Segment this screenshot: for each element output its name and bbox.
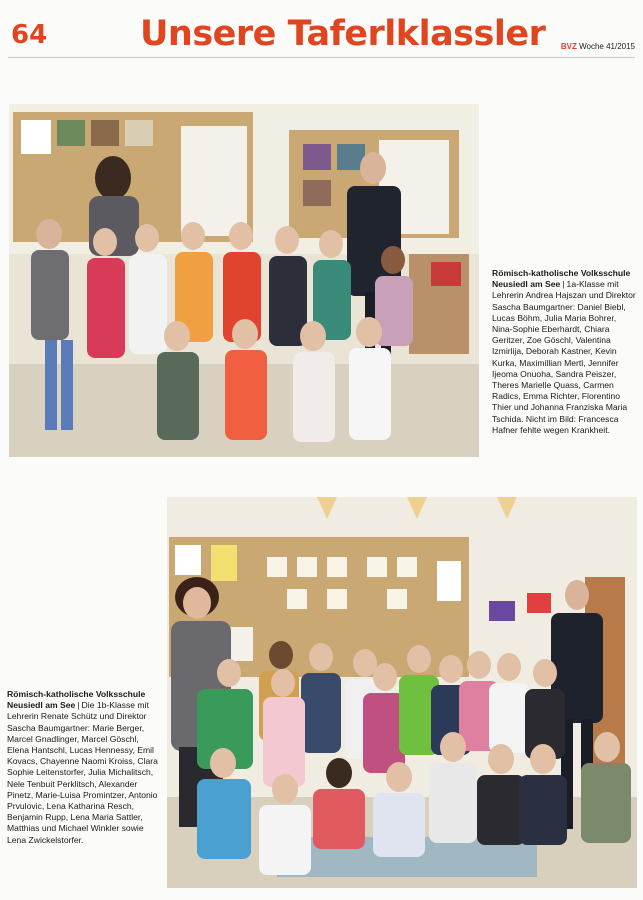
class-photo-1a <box>9 104 479 457</box>
issue-week: Woche 41/2015 <box>579 42 635 51</box>
header-divider <box>8 57 635 58</box>
caption-separator: | <box>562 279 565 290</box>
caption-class-1b <box>7 689 159 846</box>
class-photo-1b-illustration <box>167 497 637 888</box>
caption-school-name: Römisch-katholische Volksschule Neusiedl am See <box>492 268 631 290</box>
caption-text: Die 1b-Klasse mit Lehrerin Renate Schütz und Direktor Sascha Baumgartner: Marie Berger, Marcel Gnadlinger, Marcel Göschl, Elena Hantschl, Lucas Hennessy, Emil Kovacs, Chayenne Naomi Kroiss, Clara Sophie Leitenstorfer, Julia Michalitsch, Nele Tenbuit Perklitsch, Alexander Pinetz, Marie-Luisa Promintzer, Antonio Prvulovic, Lena Katharina Resch, Benjamin Rupp, Lena Maria Sattler, Matthias und Michael Winkler sowie Lena Zwickelstorfer. <box>7 700 158 845</box>
caption-text: 1a-Klasse mit Lehrerin Andrea Hajszan und Direktor Sascha Baumgartner: Daniel Biebl, Lucas Böhm, Julia Maria Bohrer, Nina-Sophie Eberhardt, Chiara Geritzer, Zoe Göschl, Valentina Izmirlija, Deborah Kastner, Kevin Kurka, Maximillian Mertl, Jennifer Ijeoma Onuoha, Sandra Peiszer, Theres Marielle Quass, Carmen Radics, Emma Richter, Florentino Thier und Johanna Franziska Maria Tschida. Nicht im Bild: Francesca Hafner fehlte wegen Krankheit. <box>492 279 636 435</box>
issue-info <box>561 42 635 51</box>
page-header <box>0 0 643 60</box>
caption-class-1a <box>492 268 637 436</box>
brand-logo: BVZ <box>560 42 577 51</box>
caption-separator: | <box>77 700 80 711</box>
page-title: Unsere Taferlklassler <box>140 14 546 54</box>
class-photo-1b <box>167 497 637 888</box>
caption-school-name: Römisch-katholische Volksschule Neusiedl am See <box>7 689 146 711</box>
class-photo-1a-illustration <box>9 104 479 457</box>
page-number: 64 <box>11 20 48 50</box>
